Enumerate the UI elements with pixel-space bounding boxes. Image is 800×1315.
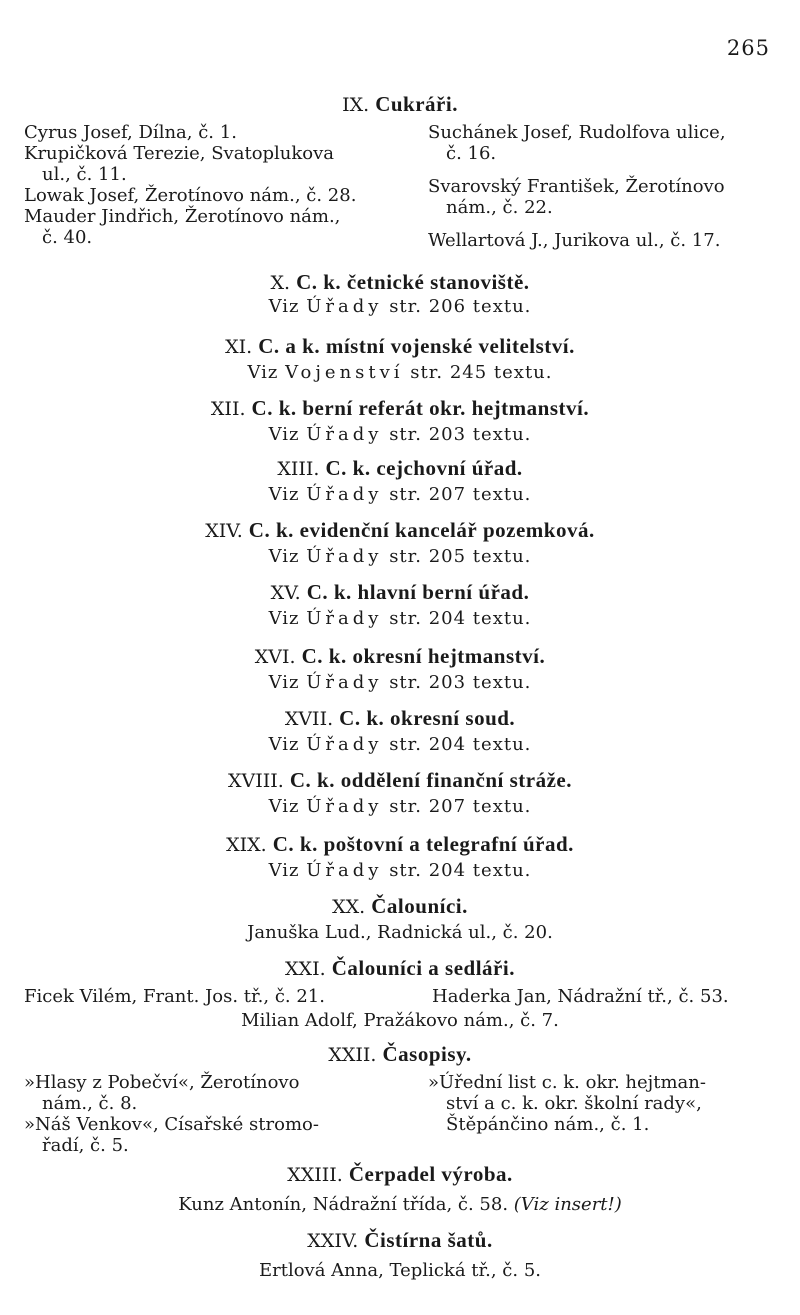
ref-suffix: str. 207 textu.: [389, 484, 532, 505]
ref-suffix: str. 204 textu.: [389, 734, 532, 755]
entries-right-ix: [428, 122, 783, 251]
ref-prefix: Viz: [268, 796, 300, 817]
entry: Januška Lud., Radnická ul., č. 20.: [247, 922, 553, 943]
section-number: XV.: [270, 582, 301, 604]
entry-continuation: Štěpánčino nám., č. 1.: [446, 1114, 650, 1135]
section-number: IX.: [342, 94, 370, 116]
section-number: XIV.: [205, 520, 243, 542]
ref-suffix: str. 245 textu.: [410, 362, 553, 383]
cross-reference: [0, 546, 800, 567]
cross-reference: [0, 796, 800, 817]
section-heading-x: [0, 270, 800, 295]
ref-word: Úřady: [306, 860, 383, 881]
entry: Haderka Jan, Nádražní tř., č. 53.: [432, 986, 729, 1007]
section-number: XII.: [210, 398, 246, 420]
section-title: Čerpadel výroba.: [348, 1162, 513, 1186]
section-title: C. k. četnické stanoviště.: [296, 270, 530, 294]
entry: »Úřední list c. k. okr. hejtman-: [428, 1072, 706, 1093]
ref-suffix: str. 204 textu.: [389, 608, 532, 629]
section-title: C. k. berní referát okr. hejtmanství.: [251, 396, 590, 420]
section-number: XI.: [225, 336, 253, 358]
cross-reference: [0, 860, 800, 881]
ref-word: Úřady: [306, 484, 383, 505]
entries-left-ix: [24, 122, 394, 248]
section-heading-xv: [0, 580, 800, 605]
section-heading-xiv: [0, 518, 800, 543]
section-heading-xxii: [0, 1042, 800, 1067]
section-title: C. k. evidenční kancelář pozemková.: [248, 518, 595, 542]
ref-prefix: Viz: [268, 860, 300, 881]
ref-prefix: Viz: [268, 296, 300, 317]
section-heading-xxiii: [0, 1162, 800, 1187]
section-title: Čalouníci a sedláři.: [331, 956, 515, 980]
entry-text: Kunz Antonín, Nádražní třída, č. 58.: [178, 1194, 509, 1215]
section-heading-xiii: [0, 456, 800, 481]
cross-reference: [0, 296, 800, 317]
entry: Krupičková Terezie, Svatoplukova: [24, 143, 335, 164]
ref-word: Vojenství: [285, 362, 404, 383]
entry-continuation: ul., č. 11.: [42, 164, 127, 185]
section-title: Časopisy.: [382, 1042, 472, 1066]
section-number: XXIII.: [287, 1164, 343, 1186]
cross-reference: [0, 734, 800, 755]
ref-word: Úřady: [306, 672, 383, 693]
section-title: Čalouníci.: [371, 894, 468, 918]
ref-suffix: str. 203 textu.: [389, 424, 532, 445]
ref-prefix: Viz: [268, 672, 300, 693]
entry: Ficek Vilém, Frant. Jos. tř., č. 21.: [24, 986, 325, 1007]
entry: Mauder Jindřich, Žerotínovo nám.,: [24, 206, 341, 227]
section-title: C. k. okresní soud.: [339, 706, 516, 730]
cross-reference: [0, 608, 800, 629]
section-heading-xi: [0, 334, 800, 359]
entry: Suchánek Josef, Rudolfova ulice,: [428, 122, 726, 143]
entry: »Náš Venkov«, Císařské stromo-: [24, 1114, 319, 1135]
ref-prefix: Viz: [268, 484, 300, 505]
entry: Svarovský František, Žerotínovo: [428, 176, 725, 197]
entry: Cyrus Josef, Dílna, č. 1.: [24, 122, 237, 143]
ref-prefix: Viz: [268, 608, 300, 629]
section-heading-xix: [0, 832, 800, 857]
section-title: C. k. poštovní a telegrafní úřad.: [272, 832, 574, 856]
section-number: XIX.: [226, 834, 267, 856]
section-title: C. k. oddělení finanční stráže.: [289, 768, 572, 792]
section-heading-ix: [0, 92, 800, 117]
entry-continuation: řadí, č. 5.: [42, 1135, 129, 1156]
entry: Wellartová J., Jurikova ul., č. 17.: [428, 230, 721, 251]
ref-suffix: str. 207 textu.: [389, 796, 532, 817]
entry-continuation: ství a c. k. okr. školní rady«,: [446, 1093, 702, 1114]
section-title: Čistírna šatů.: [364, 1228, 493, 1252]
ref-prefix: Viz: [268, 734, 300, 755]
ref-word: Úřady: [306, 734, 383, 755]
ref-word: Úřady: [306, 546, 383, 567]
section-heading-xviii: [0, 768, 800, 793]
section-number: X.: [270, 272, 291, 294]
ref-suffix: str. 204 textu.: [389, 860, 532, 881]
ref-prefix: Viz: [268, 546, 300, 567]
entries-right-xxii: [428, 1072, 783, 1135]
entry: Lowak Josef, Žerotínovo nám., č. 28.: [24, 185, 357, 206]
cross-reference: [0, 484, 800, 505]
section-number: XXIV.: [307, 1230, 359, 1252]
entry: Milian Adolf, Pražákovo nám., č. 7.: [241, 1010, 559, 1031]
section-number: XVI.: [254, 646, 296, 668]
section-number: XXII.: [328, 1044, 377, 1066]
entry: Ertlová Anna, Teplická tř., č. 5.: [258, 1260, 541, 1281]
section-title: C. k. hlavní berní úřad.: [306, 580, 530, 604]
entry-continuation: nám., č. 8.: [42, 1093, 138, 1114]
ref-suffix: str. 206 textu.: [389, 296, 532, 317]
section-heading-xx: [0, 894, 800, 919]
entry-continuation: nám., č. 22.: [446, 197, 553, 218]
section-title: C. k. okresní hejtmanství.: [301, 644, 546, 668]
ref-suffix: str. 203 textu.: [389, 672, 532, 693]
section-heading-xvii: [0, 706, 800, 731]
section-title: C. k. cejchovní úřad.: [325, 456, 523, 480]
cross-reference: [0, 672, 800, 693]
section-title: C. a k. místní vojenské velitelství.: [258, 334, 575, 358]
ref-word: Úřady: [306, 424, 383, 445]
ref-suffix: str. 205 textu.: [389, 546, 532, 567]
ref-word: Úřady: [306, 796, 383, 817]
entries-left-xxii: [24, 1072, 394, 1156]
entry-continuation: č. 40.: [42, 227, 93, 248]
section-heading-xxi: [0, 956, 800, 981]
section-number: XX.: [332, 896, 366, 918]
section-heading-xvi: [0, 644, 800, 669]
cross-reference: [0, 362, 800, 383]
section-number: XVIII.: [228, 770, 284, 792]
ref-prefix: Viz: [247, 362, 279, 383]
section-number: XVII.: [284, 708, 334, 730]
insert-note: (Viz insert!): [513, 1194, 622, 1215]
section-title: Cukráři.: [375, 92, 458, 116]
entry-continuation: č. 16.: [446, 143, 497, 164]
section-number: XXI.: [285, 958, 326, 980]
ref-prefix: Viz: [268, 424, 300, 445]
section-number: XIII.: [277, 458, 320, 480]
section-heading-xii: [0, 396, 800, 421]
section-heading-xxiv: [0, 1228, 800, 1253]
entry: [0, 1194, 800, 1215]
ref-word: Úřady: [306, 296, 383, 317]
ref-word: Úřady: [306, 608, 383, 629]
entry: »Hlasy z Pobečví«, Žerotínovo: [24, 1072, 300, 1093]
cross-reference: [0, 424, 800, 445]
page-number: 265: [726, 36, 770, 60]
